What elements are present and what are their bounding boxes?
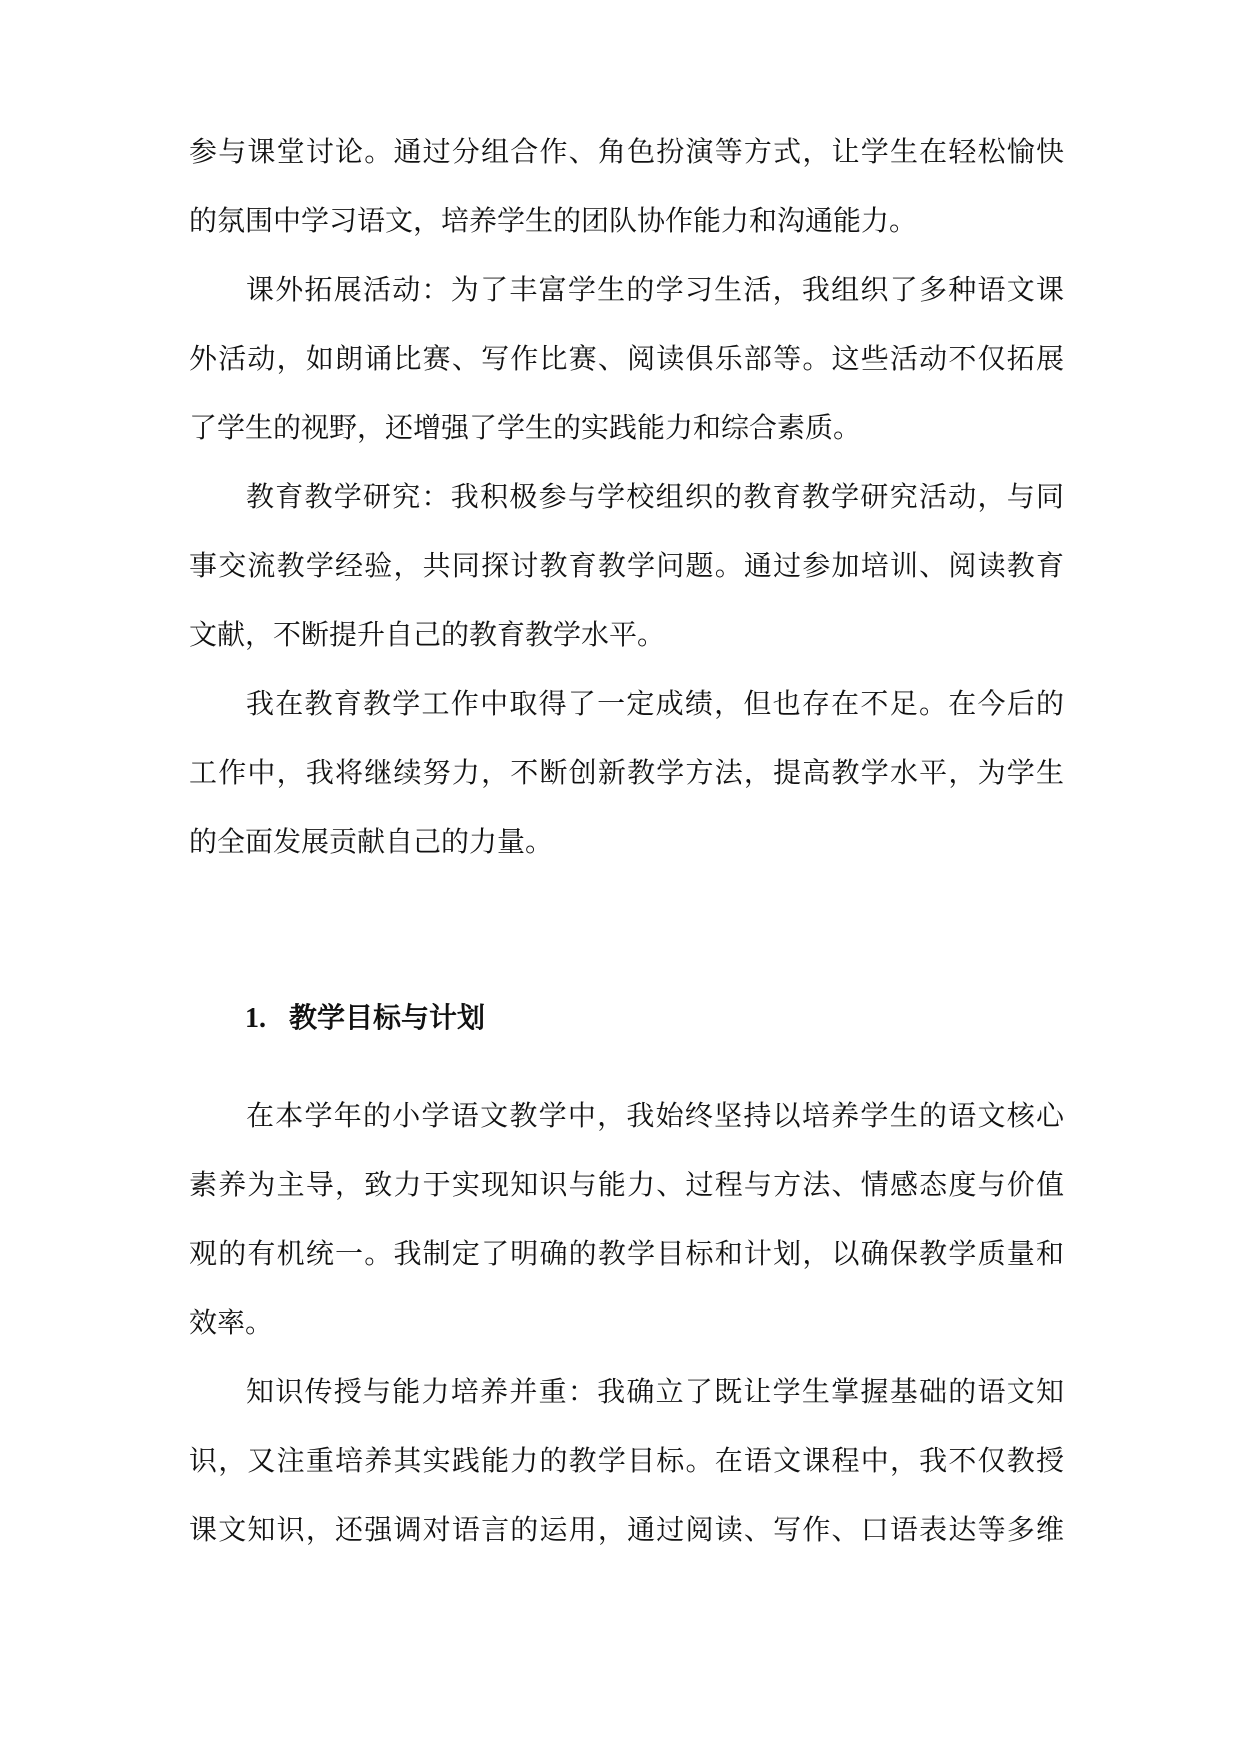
text-line: 课文知识，还强调对语言的运用，通过阅读、写作、口语表达等多维	[189, 1513, 1064, 1546]
text-line: 课外拓展活动：为了丰富学生的学习生活，我组织了多种语文课	[246, 273, 1064, 306]
text-line: 观的有机统一。我制定了明确的教学目标和计划，以确保教学质量和	[189, 1237, 1064, 1270]
text-line: 事交流教学经验，共同探讨教育教学问题。通过参加培训、阅读教育	[189, 549, 1064, 582]
section-title: 教学目标与计划	[289, 1001, 486, 1034]
text-line: 在本学年的小学语文教学中，我始终坚持以培养学生的语文核心	[246, 1099, 1064, 1132]
section-heading	[245, 998, 485, 1039]
text-line: 素养为主导，致力于实现知识与能力、过程与方法、情感态度与价值	[189, 1168, 1064, 1201]
text-line: 识，又注重培养其实践能力的教学目标。在语文课程中，我不仅教授	[189, 1444, 1064, 1477]
text-line: 的全面发展贡献自己的力量。	[189, 825, 554, 858]
text-line: 知识传授与能力培养并重：我确立了既让学生掌握基础的语文知	[246, 1375, 1064, 1408]
text-line: 效率。	[189, 1306, 274, 1339]
section-number: 1.	[245, 1003, 266, 1034]
text-line: 的氛围中学习语文，培养学生的团队协作能力和沟通能力。	[189, 204, 918, 237]
text-line: 参与课堂讨论。通过分组合作、角色扮演等方式，让学生在轻松愉快	[189, 135, 1064, 168]
text-line: 了学生的视野，还增强了学生的实践能力和综合素质。	[189, 411, 862, 444]
text-line: 工作中，我将继续努力，不断创新教学方法，提高教学水平，为学生	[189, 756, 1064, 789]
text-line: 文献，不断提升自己的教育教学水平。	[189, 618, 666, 651]
text-line: 外活动，如朗诵比赛、写作比赛、阅读俱乐部等。这些活动不仅拓展	[189, 342, 1064, 375]
text-line: 我在教育教学工作中取得了一定成绩，但也存在不足。在今后的	[246, 687, 1064, 720]
text-line: 教育教学研究：我积极参与学校组织的教育教学研究活动，与同	[246, 480, 1064, 513]
